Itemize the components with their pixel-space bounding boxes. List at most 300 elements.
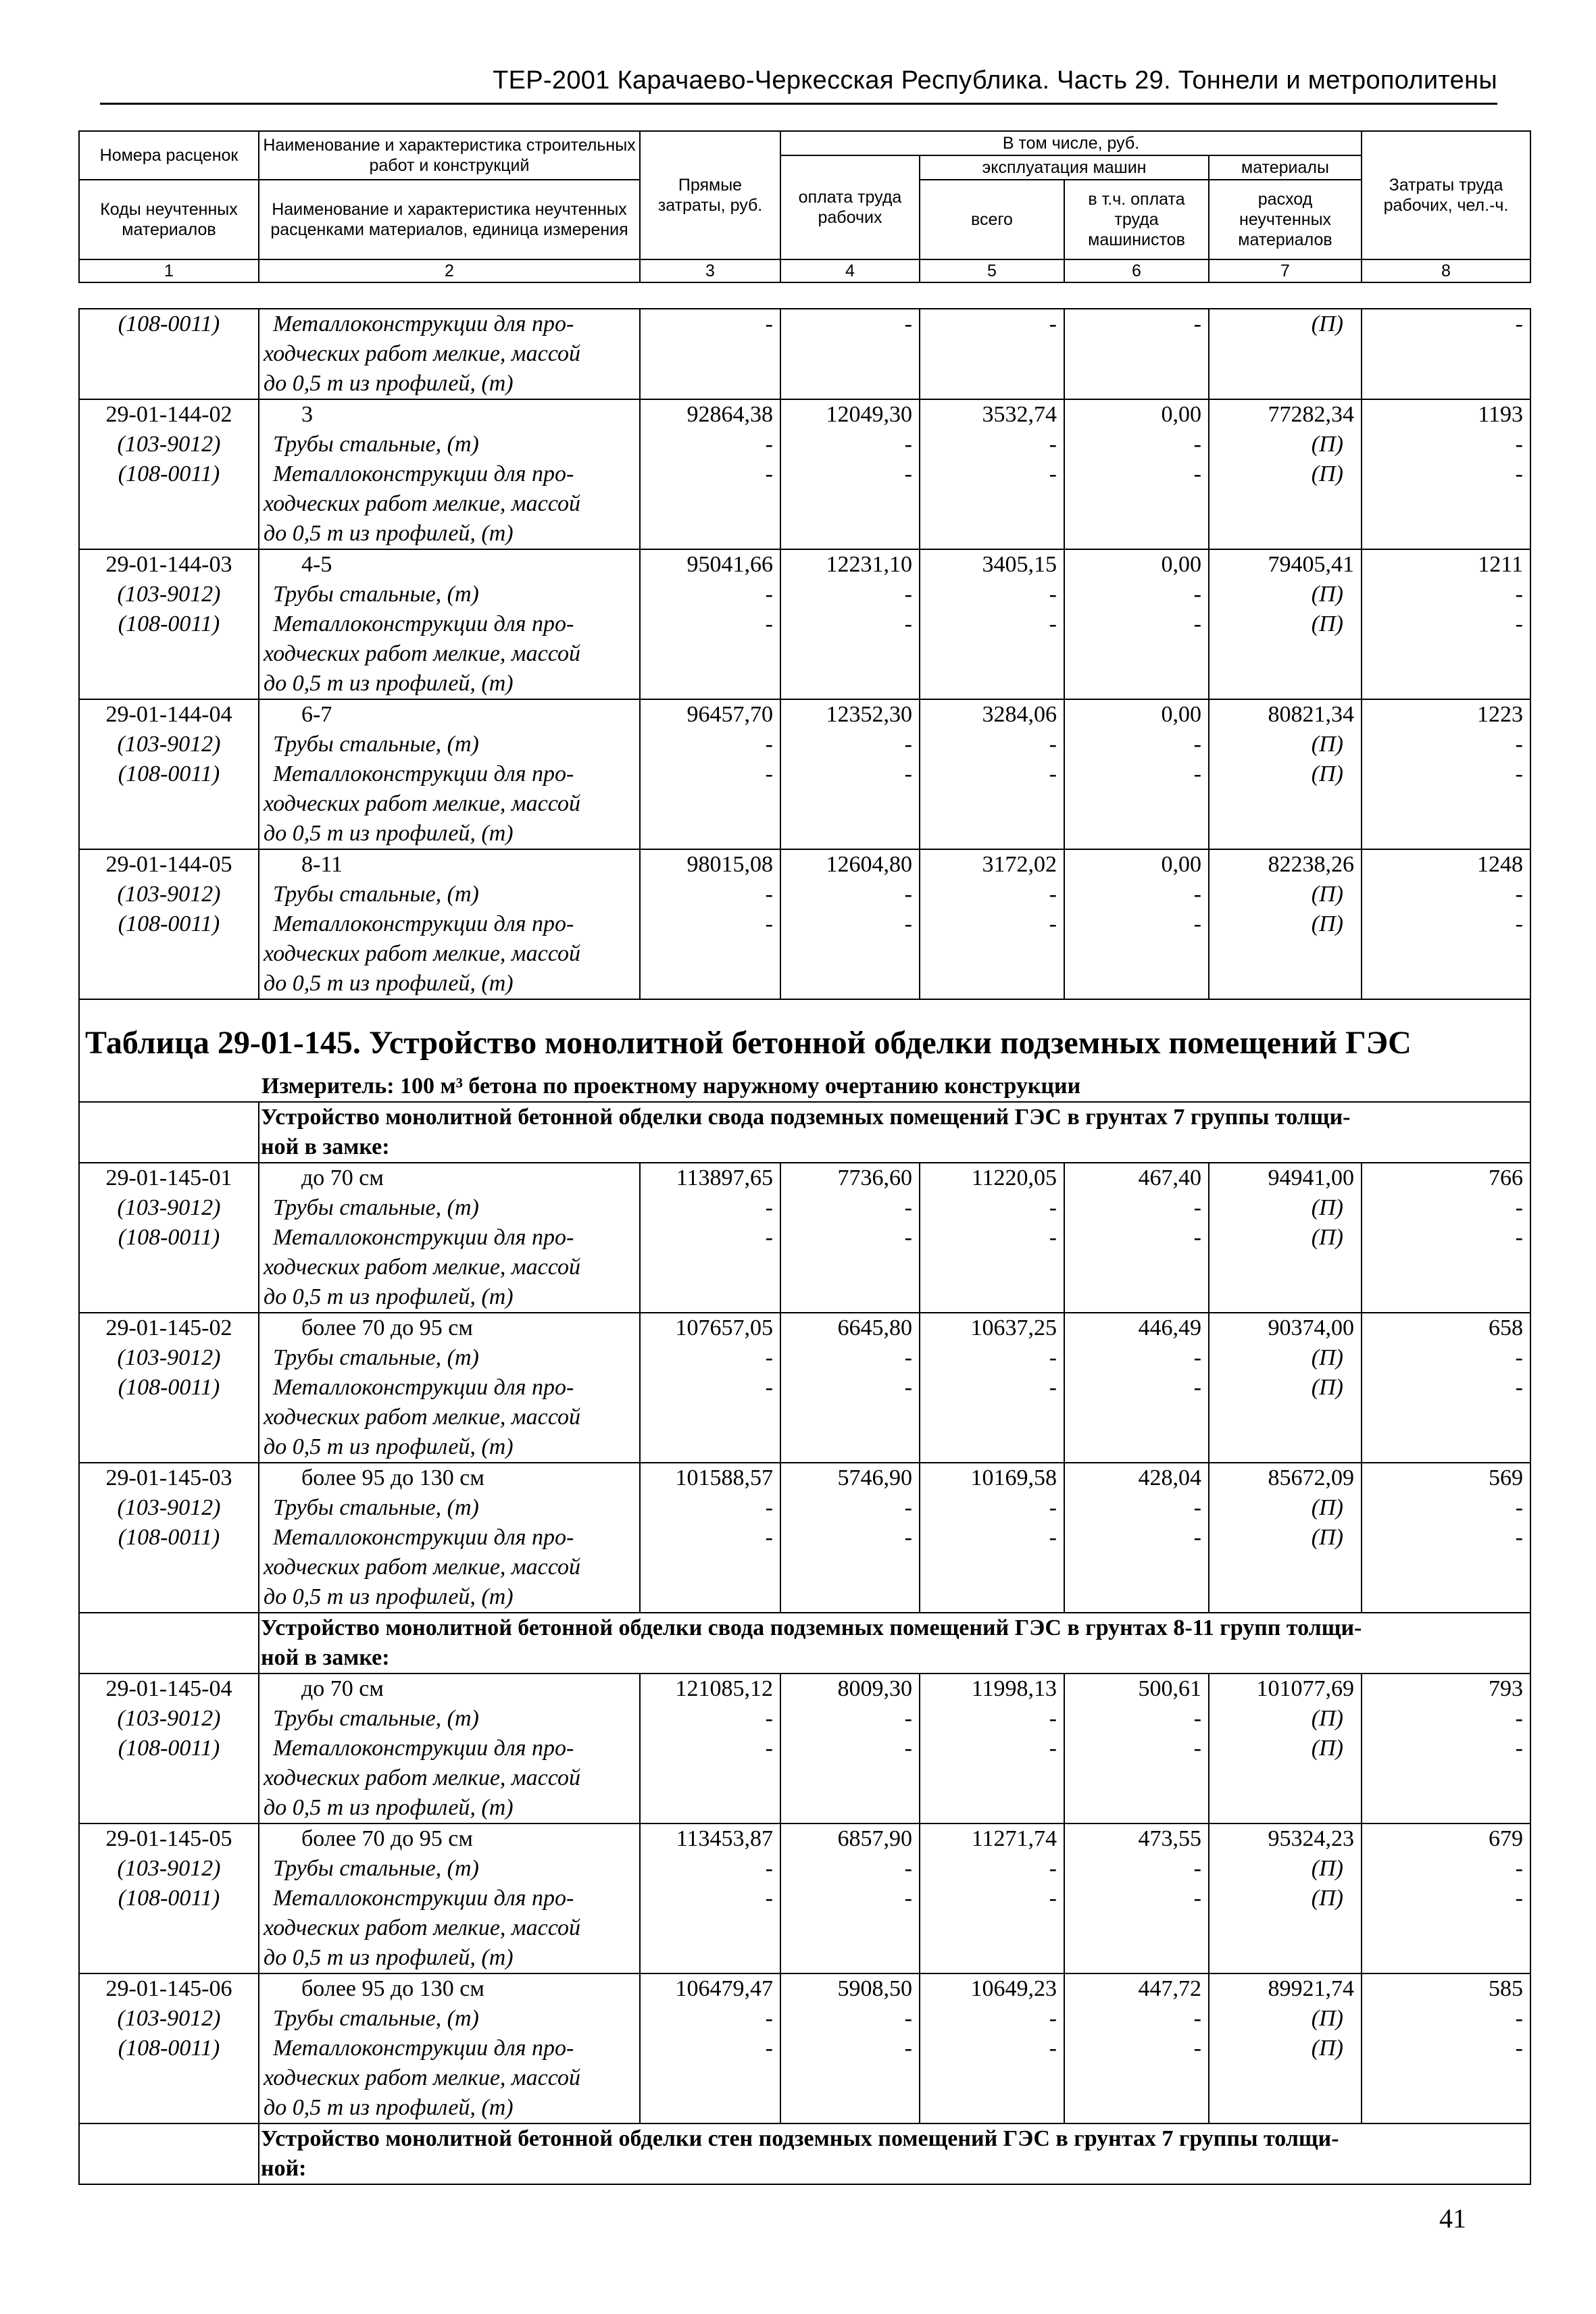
- material-code: (108-0011): [118, 911, 220, 936]
- material-code: (103-9012): [117, 732, 221, 757]
- value: 473,55: [1138, 1826, 1201, 1851]
- dash: -: [1515, 1195, 1523, 1220]
- value: 90374,00: [1268, 1315, 1354, 1340]
- value: 77282,34: [1268, 402, 1354, 427]
- rate-name: более 95 до 130 см: [301, 1976, 484, 2001]
- material-code: (108-0011): [118, 2036, 220, 2061]
- section-heading: Устройство монолитной бетонной обделки свода подземных помещений ГЭС в грунтах 7 группы толщи-: [261, 1105, 1351, 1130]
- material-name: Металлоконструкции для про-: [273, 761, 574, 786]
- material-name: Трубы стальные, (т): [273, 1495, 479, 1520]
- rate-code: 29-01-145-05: [105, 1826, 232, 1851]
- rate-row: [79, 549, 1530, 699]
- material-name-cont: до 0,5 т из профилей, (т): [264, 521, 514, 546]
- hdr-group-materials: материалы: [1209, 155, 1362, 180]
- material-p: (П): [1311, 2036, 1343, 2061]
- table-145-heading: [79, 999, 1530, 1102]
- value: 101588,57: [675, 1465, 773, 1490]
- hdr-num-2: 2: [259, 259, 640, 282]
- material-name-cont: ходческих работ мелкие, массой: [264, 791, 580, 816]
- material-name-cont: до 0,5 т из профилей, (т): [264, 821, 514, 846]
- section-heading-row: [79, 1102, 1530, 1163]
- value: 80821,34: [1268, 702, 1354, 727]
- dash: -: [1515, 461, 1523, 486]
- dash: -: [765, 611, 773, 636]
- value: 766: [1489, 1165, 1523, 1190]
- dash: -: [765, 2006, 773, 2031]
- value: 446,49: [1138, 1315, 1201, 1340]
- table-145-title: Таблица 29-01-145. Устройство монолитной бетонной обделки подземных помещений ГЭС: [79, 999, 1530, 1072]
- dash: -: [1049, 882, 1057, 907]
- dash: -: [1515, 1525, 1523, 1550]
- dash: -: [1515, 432, 1523, 457]
- material-p: (П): [1311, 1856, 1343, 1881]
- material-p: (П): [1311, 1195, 1343, 1220]
- dash: -: [1049, 1886, 1057, 1911]
- rate-code: 29-01-144-04: [105, 702, 232, 727]
- dash: -: [1515, 911, 1523, 936]
- dash: -: [1193, 2036, 1201, 2061]
- dash: -: [765, 2036, 773, 2061]
- value: 7736,60: [837, 1165, 912, 1190]
- dash: -: [1515, 2036, 1523, 2061]
- rate-row: [79, 699, 1530, 849]
- value: 12231,10: [826, 552, 912, 577]
- section-2: [79, 1613, 1530, 1674]
- material-code: (103-9012): [117, 882, 221, 907]
- value: 10649,23: [970, 1976, 1057, 2001]
- dash: -: [1193, 1375, 1201, 1400]
- rate-name: до 70 см: [301, 1165, 384, 1190]
- dash: -: [1049, 1345, 1057, 1370]
- section-1: [79, 1102, 1530, 1163]
- section-heading-row: [79, 1613, 1530, 1674]
- dash: -: [1049, 1525, 1057, 1550]
- dash: -: [904, 1195, 912, 1220]
- material-name: Металлоконструкции для про-: [273, 1225, 574, 1250]
- dash: -: [1193, 732, 1201, 757]
- dash: -: [1193, 1856, 1201, 1881]
- dash: -: [765, 1375, 773, 1400]
- dash: -: [904, 1886, 912, 1911]
- material-name-cont: ходческих работ мелкие, массой: [264, 641, 580, 666]
- dash: -: [765, 1495, 773, 1520]
- material-code: (108-0011): [118, 1886, 220, 1911]
- rate-name: 3: [301, 402, 313, 427]
- material-code: (103-9012): [117, 1195, 221, 1220]
- dash: -: [765, 1736, 773, 1761]
- table-145-measure: Измеритель: 100 м³ бетона по проектному наружному очертанию конструкции: [259, 1072, 1530, 1102]
- material-p: (П): [1311, 1706, 1343, 1731]
- material-name: Трубы стальные, (т): [273, 732, 479, 757]
- value: 106479,47: [675, 1976, 773, 2001]
- dash: -: [904, 911, 912, 936]
- value: 6857,90: [837, 1826, 912, 1851]
- material-name: Металлоконструкции для про-: [273, 1886, 574, 1911]
- section-heading-row: [79, 2123, 1530, 2184]
- value: 500,61: [1138, 1676, 1201, 1701]
- dash: -: [1515, 611, 1523, 636]
- value: 5746,90: [837, 1465, 912, 1490]
- dash: -: [904, 732, 912, 757]
- dash: -: [1049, 732, 1057, 757]
- material-p: (П): [1311, 732, 1343, 757]
- section-3: [79, 2123, 1530, 2184]
- material-p: (П): [1311, 611, 1343, 636]
- carry-over-rows: [79, 309, 1530, 399]
- page-number: 41: [1439, 2203, 1466, 2234]
- material-name-cont: ходческих работ мелкие, массой: [264, 1915, 580, 1940]
- material-p: (П): [1311, 761, 1343, 786]
- value: 8009,30: [837, 1676, 912, 1701]
- value: 94941,00: [1268, 1165, 1354, 1190]
- material-code: (103-9012): [117, 1856, 221, 1881]
- dash: -: [1049, 1375, 1057, 1400]
- dash: -: [1193, 461, 1201, 486]
- dash: -: [1193, 582, 1201, 607]
- dash: -: [1049, 2036, 1057, 2061]
- material-name: Трубы стальные, (т): [273, 1195, 479, 1220]
- dash: -: [904, 2006, 912, 2031]
- material-name: Трубы стальные, (т): [273, 2006, 479, 2031]
- rate-row: [79, 1823, 1530, 1973]
- dash: -: [765, 461, 773, 486]
- value: 428,04: [1138, 1465, 1201, 1490]
- dash: -: [1049, 461, 1057, 486]
- value: 1223: [1477, 702, 1523, 727]
- material-p: (П): [1311, 882, 1343, 907]
- dash: -: [765, 582, 773, 607]
- value: 447,72: [1138, 1976, 1201, 2001]
- dash: -: [1515, 1495, 1523, 1520]
- material-p: (П): [1311, 911, 1343, 936]
- material-name: Металлоконструкции для про- ходческих работ мелкие, массой до 0,5 т из профилей, (т): [259, 309, 640, 399]
- dash: -: [1193, 2006, 1201, 2031]
- material-p: (П): [1311, 1886, 1343, 1911]
- rate-row: [79, 1313, 1530, 1463]
- dash: -: [1515, 1225, 1523, 1250]
- dash: -: [1193, 911, 1201, 936]
- dash: -: [1193, 1225, 1201, 1250]
- dash: -: [1049, 1856, 1057, 1881]
- rate-name: 8-11: [301, 852, 343, 877]
- material-name: Металлоконструкции для про-: [273, 1525, 574, 1550]
- dash: -: [904, 882, 912, 907]
- material-name-cont: до 0,5 т из профилей, (т): [264, 2095, 514, 2120]
- material-name-cont: ходческих работ мелкие, массой: [264, 1405, 580, 1430]
- dash: -: [1515, 732, 1523, 757]
- dash: -: [1049, 1225, 1057, 1250]
- value: 11271,74: [971, 1826, 1057, 1851]
- material-name: Трубы стальные, (т): [273, 1856, 479, 1881]
- value: 85672,09: [1268, 1465, 1354, 1490]
- material-p: (П): [1311, 1525, 1343, 1550]
- dash: -: [1515, 882, 1523, 907]
- value: 1211: [1478, 552, 1523, 577]
- hdr-col7: расход неучтенных материалов: [1209, 180, 1362, 259]
- value: 107657,05: [675, 1315, 773, 1340]
- material-name-cont: до 0,5 т из профилей, (т): [264, 1795, 514, 1820]
- hdr-num-5: 5: [920, 259, 1064, 282]
- dash: -: [1515, 1856, 1523, 1881]
- material-code: (103-9012): [117, 432, 221, 457]
- material-name: Металлоконструкции для про-: [273, 1375, 574, 1400]
- dash: -: [904, 1375, 912, 1400]
- hdr-col5: всего: [920, 180, 1064, 259]
- material-p: (П): [1311, 432, 1343, 457]
- value: 79405,41: [1268, 552, 1354, 577]
- rate-code: 29-01-144-03: [105, 552, 232, 577]
- rows-145a: [79, 1163, 1530, 1613]
- dash: -: [1515, 1345, 1523, 1370]
- value: 569: [1489, 1465, 1523, 1490]
- value: 82238,26: [1268, 852, 1354, 877]
- dash: -: [1193, 1736, 1201, 1761]
- dash: -: [1193, 1525, 1201, 1550]
- dash: -: [1193, 1706, 1201, 1731]
- dash: -: [1049, 1195, 1057, 1220]
- rate-name: до 70 см: [301, 1676, 384, 1701]
- dash: -: [765, 432, 773, 457]
- material-p: (П): [1311, 1345, 1343, 1370]
- section-heading-cont: ной в замке:: [261, 1134, 390, 1159]
- value: 95324,23: [1268, 1826, 1354, 1851]
- rate-row: [79, 1163, 1530, 1313]
- hdr-col1-top: Номера расценок: [79, 131, 259, 180]
- value: 113897,65: [676, 1165, 773, 1190]
- value: 12049,30: [826, 402, 912, 427]
- rate-name: более 70 до 95 см: [301, 1826, 473, 1851]
- dash: -: [904, 2036, 912, 2061]
- material-name: Металлоконструкции для про-: [273, 2036, 574, 2061]
- dash: -: [904, 611, 912, 636]
- material-name-cont: ходческих работ мелкие, массой: [264, 1555, 580, 1580]
- rows-145b: [79, 1674, 1530, 2123]
- section-heading: Устройство монолитной бетонной обделки стен подземных помещений ГЭС в грунтах 7 группы толщи-: [261, 2126, 1339, 2151]
- material-name-cont: ходческих работ мелкие, массой: [264, 2065, 580, 2090]
- material-p: (П): [1311, 2006, 1343, 2031]
- material-p: (П): [1311, 461, 1343, 486]
- carry-row: (108-0011) Металлоконструкции для про- ходческих работ мелкие, массой до 0,5 т из профилей, (т) - - - - (П) -: [79, 309, 1530, 399]
- dash: -: [765, 1195, 773, 1220]
- dash: -: [904, 1525, 912, 1550]
- material-code: (108-0011): [79, 309, 259, 399]
- material-code: (103-9012): [117, 1706, 221, 1731]
- value: 12604,80: [826, 852, 912, 877]
- hdr-num-8: 8: [1362, 259, 1530, 282]
- value: 793: [1489, 1676, 1523, 1701]
- dash: -: [1193, 1495, 1201, 1520]
- value: 0,00: [1161, 702, 1201, 727]
- material-code: (103-9012): [117, 1495, 221, 1520]
- material-name-cont: до 0,5 т из профилей, (т): [264, 1584, 514, 1609]
- rate-name: 4-5: [301, 552, 332, 577]
- value: 679: [1489, 1826, 1523, 1851]
- material-name-cont: ходческих работ мелкие, массой: [264, 491, 580, 516]
- material-p: (П): [1311, 582, 1343, 607]
- value: 113453,87: [676, 1826, 773, 1851]
- dash: -: [1193, 1195, 1201, 1220]
- rows-144: [79, 399, 1530, 999]
- rate-code: 29-01-144-02: [105, 402, 232, 427]
- rate-code: 29-01-145-04: [105, 1676, 232, 1701]
- material-code: (108-0011): [118, 1525, 220, 1550]
- material-name: Трубы стальные, (т): [273, 1345, 479, 1370]
- rate-name: более 95 до 130 см: [301, 1465, 484, 1490]
- rate-code: 29-01-145-03: [105, 1465, 232, 1490]
- dash: -: [765, 732, 773, 757]
- hdr-num-1: 1: [79, 259, 259, 282]
- dash: -: [904, 1345, 912, 1370]
- value: 3284,06: [982, 702, 1057, 727]
- material-name-cont: ходческих работ мелкие, массой: [264, 941, 580, 966]
- dash: -: [765, 1856, 773, 1881]
- value: 467,40: [1138, 1165, 1201, 1190]
- hdr-col8: Затраты труда рабочих, чел.-ч.: [1362, 131, 1530, 259]
- value: 101077,69: [1256, 1676, 1354, 1701]
- running-header: ТЕР-2001 Карачаево-Черкесская Республика. Часть 29. Тоннели и метрополитены: [493, 66, 1497, 95]
- dash: -: [1049, 1736, 1057, 1761]
- hdr-col2-bottom: Наименование и характеристика неучтенных расценками материалов, единица измерения: [259, 180, 640, 259]
- dash: -: [1049, 611, 1057, 636]
- value: 89921,74: [1268, 1976, 1354, 2001]
- rate-code: 29-01-145-02: [105, 1315, 232, 1340]
- dash: -: [904, 1495, 912, 1520]
- material-name: Трубы стальные, (т): [273, 1706, 479, 1731]
- value: 6645,80: [837, 1315, 912, 1340]
- material-name: Металлоконструкции для про-: [273, 911, 574, 936]
- dash: -: [1515, 761, 1523, 786]
- dash: -: [904, 1706, 912, 1731]
- material-name: Трубы стальные, (т): [273, 432, 479, 457]
- material-name-cont: ходческих работ мелкие, массой: [264, 1255, 580, 1280]
- section-heading-cont: ной в замке:: [261, 1645, 390, 1670]
- hdr-num-3: 3: [640, 259, 780, 282]
- rate-row: [79, 1973, 1530, 2123]
- dash: -: [1515, 1736, 1523, 1761]
- rate-code: 29-01-145-06: [105, 1976, 232, 2001]
- material-p: (П): [1311, 1375, 1343, 1400]
- material-name-cont: до 0,5 т из профилей, (т): [264, 971, 514, 996]
- dash: -: [765, 761, 773, 786]
- value: 0,00: [1161, 552, 1201, 577]
- dash: -: [765, 1525, 773, 1550]
- material-code: (108-0011): [118, 1736, 220, 1761]
- hdr-group-machines: эксплуатация машин: [920, 155, 1209, 180]
- value: 5908,50: [837, 1976, 912, 2001]
- dash: -: [1515, 2006, 1523, 2031]
- dash: -: [1049, 761, 1057, 786]
- dash: -: [1193, 611, 1201, 636]
- material-name: Металлоконструкции для про-: [273, 611, 574, 636]
- material-code: (108-0011): [118, 1375, 220, 1400]
- value: 1193: [1478, 402, 1523, 427]
- rate-name: более 70 до 95 см: [301, 1315, 473, 1340]
- value: 11998,13: [971, 1676, 1057, 1701]
- dash: -: [1049, 1706, 1057, 1731]
- hdr-col4: оплата труда рабочих: [780, 155, 920, 259]
- material-code: (103-9012): [117, 582, 221, 607]
- value: 11220,05: [971, 1165, 1057, 1190]
- dash: -: [765, 911, 773, 936]
- dash: -: [765, 1225, 773, 1250]
- material-name: Металлоконструкции для про-: [273, 461, 574, 486]
- dash: -: [765, 1706, 773, 1731]
- hdr-num-4: 4: [780, 259, 920, 282]
- dash: -: [904, 461, 912, 486]
- material-code: (108-0011): [118, 1225, 220, 1250]
- dash: -: [1049, 2006, 1057, 2031]
- dash: -: [904, 1856, 912, 1881]
- hdr-col2-top: Наименование и характеристика строительных работ и конструкций: [259, 131, 640, 180]
- dash: -: [1515, 1706, 1523, 1731]
- dash: -: [1515, 1375, 1523, 1400]
- material-p: (П): [1311, 1736, 1343, 1761]
- dash: -: [1049, 582, 1057, 607]
- value: 10637,25: [970, 1315, 1057, 1340]
- dash: -: [765, 1886, 773, 1911]
- dash: -: [1193, 882, 1201, 907]
- rate-row: [79, 849, 1530, 999]
- value: 3172,02: [982, 852, 1057, 877]
- value: 92864,38: [687, 402, 773, 427]
- dash: -: [1049, 432, 1057, 457]
- hdr-col6: в т.ч. оплата труда машинистов: [1064, 180, 1209, 259]
- rate-code: 29-01-144-05: [105, 852, 232, 877]
- value: 121085,12: [675, 1676, 773, 1701]
- material-name-cont: до 0,5 т из профилей, (т): [264, 671, 514, 696]
- dash: -: [1515, 1886, 1523, 1911]
- dash: -: [765, 1345, 773, 1370]
- hdr-col3: Прямые затраты, руб.: [640, 131, 780, 259]
- material-code: (108-0011): [118, 611, 220, 636]
- material-name-cont: до 0,5 т из профилей, (т): [264, 1284, 514, 1309]
- material-code: (108-0011): [118, 461, 220, 486]
- material-code: (103-9012): [117, 1345, 221, 1370]
- dash: -: [904, 582, 912, 607]
- dash: -: [765, 882, 773, 907]
- dash: -: [1515, 582, 1523, 607]
- value: 95041,66: [687, 552, 773, 577]
- material-code: (103-9012): [117, 2006, 221, 2031]
- rate-name: 6-7: [301, 702, 332, 727]
- dash: -: [1193, 1886, 1201, 1911]
- dash: -: [1049, 1495, 1057, 1520]
- value: 12352,30: [826, 702, 912, 727]
- rate-row: [79, 1674, 1530, 1823]
- hdr-num-7: 7: [1209, 259, 1362, 282]
- dash: -: [1049, 911, 1057, 936]
- material-name: Трубы стальные, (т): [273, 582, 479, 607]
- rate-row: [79, 399, 1530, 549]
- dash: -: [904, 1225, 912, 1250]
- material-p: (П): [1311, 1495, 1343, 1520]
- header-rule: [100, 103, 1497, 105]
- material-name-cont: ходческих работ мелкие, массой: [264, 1765, 580, 1790]
- value: 1248: [1477, 852, 1523, 877]
- material-code: (108-0011): [118, 761, 220, 786]
- section-heading: Устройство монолитной бетонной обделки свода подземных помещений ГЭС в грунтах 8-11 групп толщи-: [261, 1615, 1362, 1640]
- value: 658: [1489, 1315, 1523, 1340]
- rate-row: [79, 1463, 1530, 1613]
- hdr-col1-bottom: Коды неучтенных материалов: [79, 180, 259, 259]
- value: 3532,74: [982, 402, 1057, 427]
- value: 98015,08: [687, 852, 773, 877]
- dash: -: [1193, 761, 1201, 786]
- dash: -: [1193, 432, 1201, 457]
- value: 3405,15: [982, 552, 1057, 577]
- material-name-cont: до 0,5 т из профилей, (т): [264, 1434, 514, 1459]
- dash: -: [904, 432, 912, 457]
